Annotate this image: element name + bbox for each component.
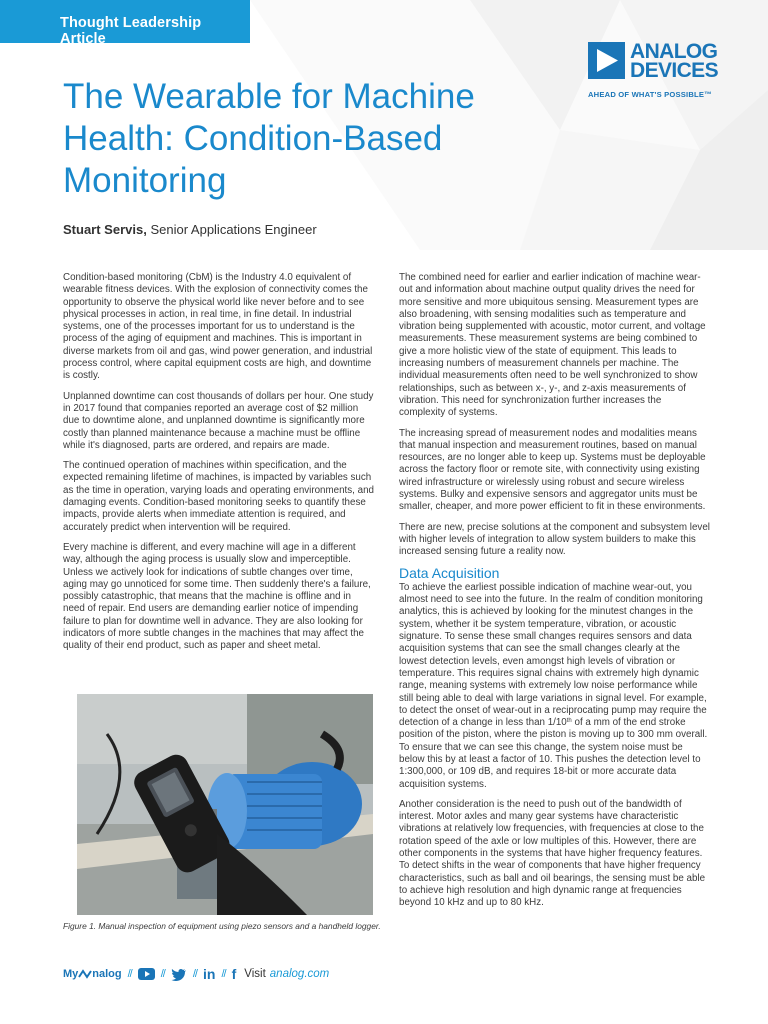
facebook-icon[interactable]: f [231, 966, 237, 982]
figure-caption: Figure 1. Manual inspection of equipment using piezo sensors and a handheld logger. [63, 921, 381, 931]
body-paragraph: The continued operation of machines within specification, and the expected remaining lifetime of machines, is impacted by variables such as the time in operation, varying loads and operating environments, and damaging events. Condition-based monitoring seeks to quantify these impacts, provide alerts when immediate attention is required, and accurately predict when intervention will be required. [63, 460, 374, 533]
website-link[interactable]: analog.com [269, 968, 330, 980]
body-paragraph: Condition-based monitoring (CbM) is the Industry 4.0 equivalent of wearable fitness devices. With the explosion of connectivity comes the opportunity to observe the physical world like never before and to see physical processes in action, in real time, in fine detail. In industrial systems, one of the processes important for us to understand is the process of the aging of equipment and machines. This is important in diverse markets from oil and gas, wind power generation, and industrial process control, where capital equipment costs are high, and downtime is costly. [63, 272, 373, 382]
author-line [63, 222, 317, 237]
body-paragraph: Unplanned downtime can cost thousands of dollars per hour. One study in 2017 found that companies reported an average cost of $2 million due to downtime alone, and unplanned downtime is significantly more costly than planned maintenance because a machine must be offline while it's diagnosed, parts are ordered, and repairs are made. [63, 390, 374, 451]
left-column [63, 272, 374, 661]
body-paragraph: To achieve the earliest possible indication of machine wear-out, you almost need to see into the future. In the realm of condition monitoring analytics, this is achieved by looking for the minutest changes in the system, whether it be system temperature, vibration, or acoustic signature. To sense these small changes requires sensors and data acquisition systems that can see the small changes clearly at the lowest detection levels, even amongst high levels of vibration or temperature. This requires signal chains with extremely high dynamic range, meaning systems with extremely low noise performance while still being able to deal with large variations in signal level. For example, to detect the onset of wear-out in a reciprocating pump may require the detection of a change in less than 1/10th of a mm of the end stroke position of the piston, where the piston is moving up to 300 mm overall. To ensure that we can see this change, the system noise must be below this by at least a factor of 10. This pushes the detection level to 1:300,000, or 109 dB, and requires 18-bit or more accurate data acquisition systems. [399, 581, 708, 790]
separator: // [160, 968, 165, 980]
figure-photo [77, 694, 373, 915]
linkedin-icon[interactable]: in [203, 966, 216, 982]
inspection-photo-illustration [77, 694, 373, 915]
myanalog-link[interactable]: My nalog [63, 968, 122, 980]
body-paragraph: There are new, precise solutions at the component and subsystem level with higher levels of integration to allow system builders to make this increased sensing future a reality now. [399, 521, 710, 558]
right-column [399, 272, 710, 918]
twitter-icon[interactable] [171, 968, 187, 981]
section-heading-data-acquisition: Data Acquisition [399, 564, 500, 581]
author-name: Stuart Servis, [63, 222, 147, 237]
body-paragraph: The combined need for earlier and earlier indication of machine wear-out and information about machine output quality drives the need for more sensitive and more ubiquitous sensing. Measurement types are also broadening, with sensing modalities such as temperature and vibration being supplemented with acoustic, motor current, and voltage measurements. These measurement systems are being combined to give a more holistic view of the state of equipment. This leads to increasing numbers of measurement channels per machine. The individual measurements often need to be well synchronized to show relationships, such as between x-, y-, and z-axis measurements of vibration. This need for synchronization further increases the complexity of systems. [399, 272, 706, 419]
article-type-banner: Thought Leadership Article [0, 0, 250, 43]
body-paragraph: The increasing spread of measurement nodes and modalities means that manual inspection and measurement routines, based on manual resources, are no longer able to keep up. Systems must be deployable across the factory floor or remote site, with connectivity using existing wired infrastructure or wirelessly using robust and secure wireless systems. Bulky and expensive sensors and aggregator units must be smaller, cheaper, and more power efficient to fit in these environments. [399, 427, 706, 513]
separator: // [192, 968, 197, 980]
myanalog-wave-icon [78, 969, 92, 979]
logo-wordmark: ANALOG DEVICES [630, 40, 718, 82]
logo-tagline: AHEAD OF WHAT'S POSSIBLE™ [588, 90, 712, 99]
body-paragraph: Every machine is different, and every machine will age in a different way, although the aging process is usually slow and imperceptible. Unless we actively look for indications of subtle changes over time, aging may go unnoticed for some time. Then suddenly there's a failure, possibly catastrophic, that means that the machine is offline and in need of repair. End users are demanding earlier notice of impending failure to plan for downtime well in advance. They are also looking for indicators of more subtle changes in the machines that may affect the quality of their end product, such as paper and sheet metal. [63, 541, 371, 652]
separator: // [221, 968, 226, 980]
body-paragraph: Another consideration is the need to push out of the bandwidth of interest. Motor axles and many gear systems have characteristic vibrations at relatively low frequencies, with frequencies at close to the rotation speed of the axle or low multiples of this. However, there are other components in the systems that have higher frequency features. To detect shifts in the wear of components that have higher frequency characteristics, such as ball and oil bearings, the sensing must be able to achieve high resolution and high dynamic range at frequencies beyond 10 kHz and up to 80 kHz. [399, 798, 706, 909]
youtube-icon[interactable] [138, 968, 155, 980]
separator: // [127, 968, 132, 980]
author-role: Senior Applications Engineer [146, 222, 317, 237]
logo-triangle-icon [588, 42, 625, 79]
visit-label: Visit [244, 968, 266, 980]
article-title: The Wearable for Machine Health: Condition-Based Monitoring [63, 77, 475, 200]
footer-social-bar [63, 965, 329, 983]
